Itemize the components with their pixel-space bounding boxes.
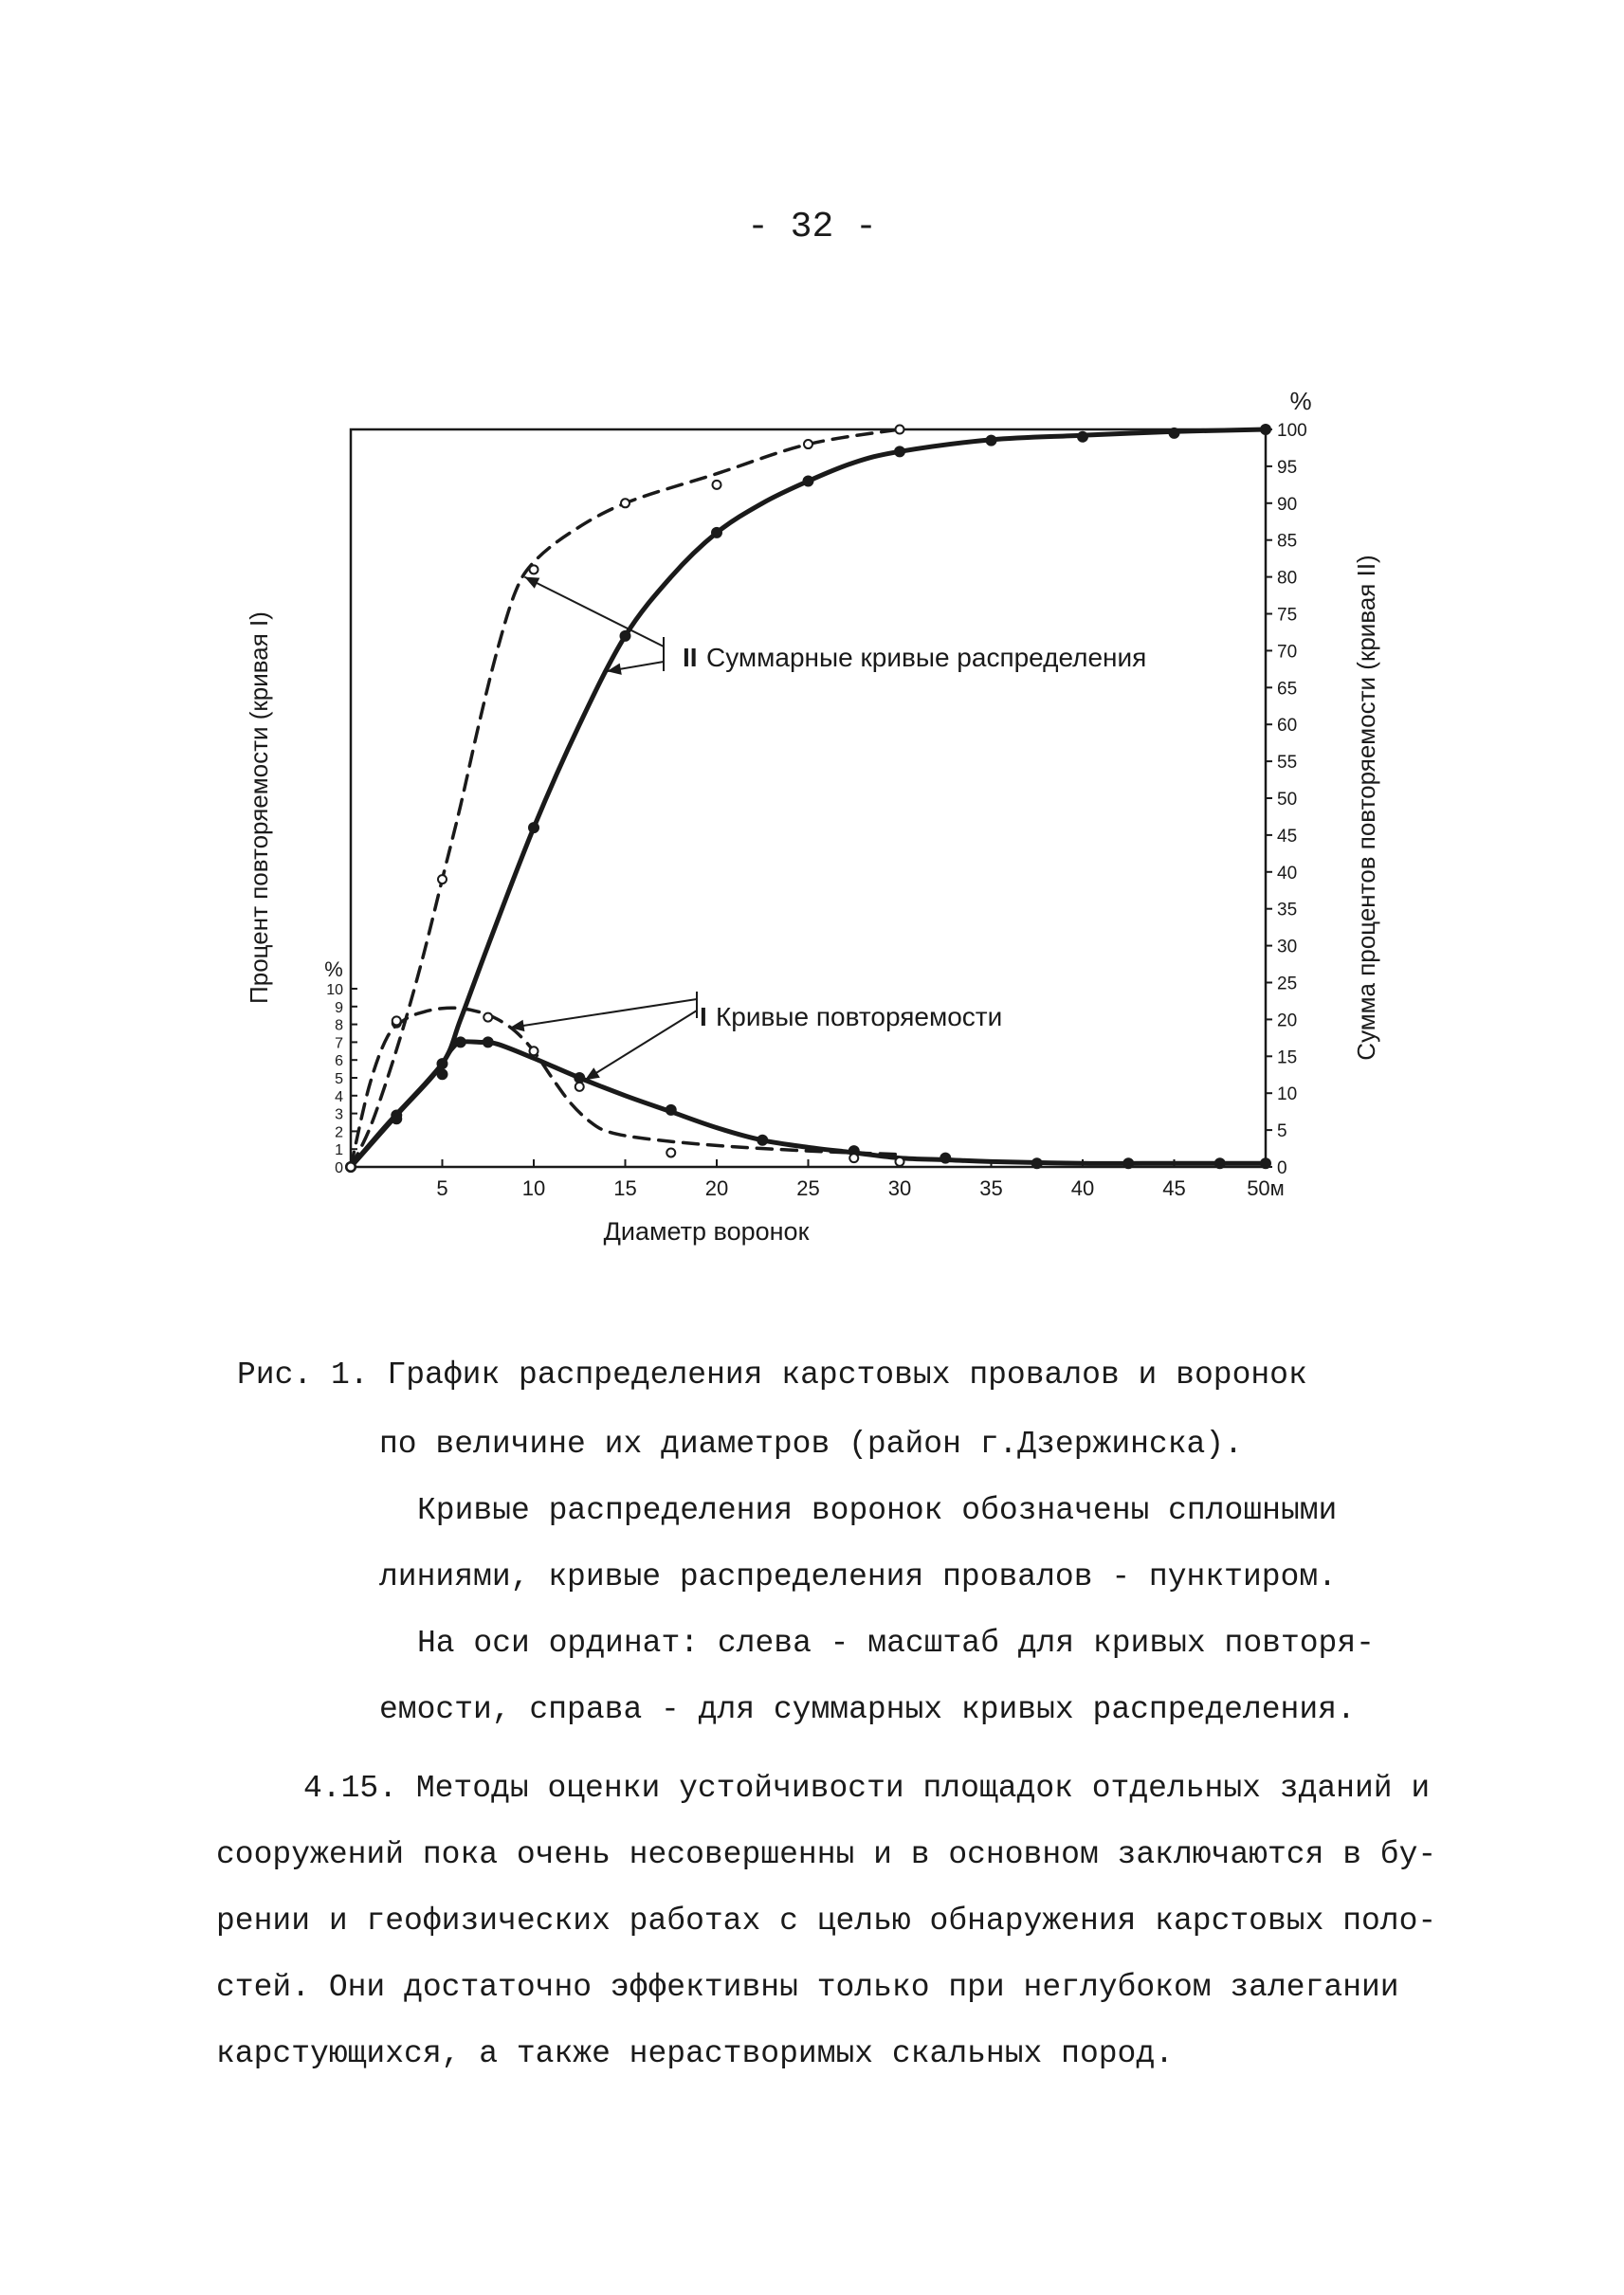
right-tick-label: 90 <box>1277 494 1298 515</box>
series-point-3 <box>484 1013 492 1022</box>
left-tick-label: 6 <box>335 1053 343 1070</box>
series-line-2 <box>351 1042 1266 1167</box>
series-point-2 <box>1261 1158 1270 1168</box>
body-line: 4.15. Методы оценки устойчивости площадок отдельных зданий и <box>303 1771 1431 1806</box>
caption-line: Рис. 1. График распределения карстовых провалов и воронок <box>237 1357 1307 1393</box>
series-point-2 <box>392 1114 401 1123</box>
right-axis-label: Сумма процентов повторяемости (кривая II) <box>1352 555 1380 1061</box>
series-point-3 <box>849 1154 858 1162</box>
left-tick-label: 3 <box>335 1106 343 1123</box>
series-point-0 <box>804 476 813 485</box>
x-tick-label: 40 <box>1070 1176 1095 1200</box>
right-tick-label: 20 <box>1277 1011 1298 1031</box>
body-line: карстующихся, а также нерастворимых скальных пород. <box>216 2036 1174 2071</box>
x-tick-label: 10 <box>521 1176 546 1200</box>
series-point-0 <box>1078 432 1087 442</box>
caption-line: Кривые распределения воронок обозначены сплошными <box>417 1493 1338 1528</box>
x-tick-label: 30 <box>887 1176 912 1200</box>
right-tick-label: 10 <box>1277 1084 1298 1105</box>
right-tick-label: 40 <box>1277 863 1298 883</box>
series-point-0 <box>1170 428 1179 438</box>
annotation-frequency-leader-dashed <box>510 999 697 1028</box>
series-point-1 <box>438 875 447 883</box>
series-layer <box>346 425 1270 1172</box>
series-point-2 <box>575 1073 584 1083</box>
right-tick-label: 95 <box>1277 457 1298 478</box>
x-axis-label: Диаметр воронок <box>603 1217 810 1246</box>
right-tick-label: 55 <box>1277 753 1298 774</box>
right-tick-label: 85 <box>1277 531 1298 552</box>
caption-line: На оси ординат: слева - масштаб для кривых повторя- <box>417 1626 1375 1661</box>
right-tick-label: 5 <box>1277 1121 1287 1142</box>
right-tick-label: 50 <box>1277 790 1298 810</box>
caption-line: по величине их диаметров (район г.Дзержинска). <box>379 1427 1243 1462</box>
left-tick-label: 0 <box>335 1160 343 1176</box>
caption-line: емости, справа - для суммарных кривых распределения. <box>379 1692 1356 1727</box>
series-point-2 <box>666 1105 676 1115</box>
left-axis-ticks <box>326 982 357 1176</box>
annotation-frequency-marker: I <box>700 1002 707 1031</box>
annotation-frequency-leader-solid <box>585 1011 697 1080</box>
series-line-3 <box>351 1008 900 1167</box>
series-point-2 <box>438 1069 447 1079</box>
annotation-cumulative-marker: II <box>683 643 698 672</box>
left-axis-unit: % <box>324 957 343 981</box>
series-point-3 <box>575 1083 584 1091</box>
annotation-frequency-leader-solid-head <box>585 1067 600 1080</box>
right-tick-label: 100 <box>1277 421 1307 441</box>
x-tick-label: 50м <box>1247 1176 1285 1200</box>
series-point-1 <box>713 481 721 489</box>
x-tick-label: 45 <box>1162 1176 1186 1200</box>
series-line-1 <box>351 429 900 1167</box>
series-point-1 <box>896 426 904 434</box>
series-point-0 <box>895 446 904 456</box>
left-tick-label: 9 <box>335 999 343 1016</box>
series-point-3 <box>666 1148 675 1157</box>
right-tick-label: 75 <box>1277 605 1298 626</box>
series-point-3 <box>347 1163 356 1172</box>
left-tick-label: 1 <box>335 1142 343 1159</box>
caption-line: линиями, кривые распределения провалов - пунктиром. <box>379 1559 1337 1594</box>
body-line: сооружений пока очень несовершенны и в основном заключаются в бу- <box>216 1837 1437 1872</box>
right-axis-unit: % <box>1289 387 1312 415</box>
right-tick-label: 0 <box>1277 1158 1287 1178</box>
annotation-cumulative-text: Суммарные кривые распределения <box>706 643 1147 672</box>
series-point-0 <box>712 528 721 537</box>
page-number: - 32 - <box>747 207 877 247</box>
right-tick-label: 70 <box>1277 642 1298 663</box>
x-tick-label: 25 <box>796 1176 820 1200</box>
series-point-2 <box>1215 1158 1225 1168</box>
x-tick-label: 35 <box>979 1176 1003 1200</box>
series-point-3 <box>392 1016 401 1025</box>
x-tick-label: 15 <box>613 1176 637 1200</box>
left-tick-label: 4 <box>335 1088 343 1105</box>
left-tick-label: 8 <box>335 1017 343 1034</box>
series-point-2 <box>484 1037 493 1047</box>
annotation-frequency-text: Кривые повторяемости <box>716 1002 1003 1031</box>
series-line-0 <box>351 429 1266 1167</box>
series-point-3 <box>896 1157 904 1166</box>
series-point-0 <box>1261 425 1270 434</box>
series-point-1 <box>621 499 630 507</box>
x-tick-label: 20 <box>704 1176 729 1200</box>
right-tick-label: 80 <box>1277 568 1298 589</box>
right-tick-label: 15 <box>1277 1047 1298 1068</box>
x-tick-label: 5 <box>436 1176 448 1200</box>
series-point-2 <box>456 1037 465 1047</box>
left-tick-label: 10 <box>326 982 343 998</box>
series-point-2 <box>940 1154 950 1163</box>
right-tick-label: 35 <box>1277 900 1298 920</box>
series-point-0 <box>987 436 996 446</box>
right-tick-label: 45 <box>1277 826 1298 847</box>
series-point-1 <box>804 440 812 448</box>
right-axis-ticks <box>1266 421 1307 1178</box>
series-point-3 <box>530 1047 538 1055</box>
right-tick-label: 30 <box>1277 937 1298 957</box>
left-tick-label: 2 <box>335 1124 343 1141</box>
series-point-0 <box>529 823 538 832</box>
plot-frame <box>351 429 1266 1167</box>
body-line: рении и геофизических работах с целью обнаружения карстовых поло- <box>216 1903 1437 1939</box>
series-point-2 <box>757 1136 767 1145</box>
body-line: стей. Они достаточно эффективны только при неглубоком залегании <box>216 1970 1399 2005</box>
series-point-2 <box>1032 1158 1042 1168</box>
series-point-0 <box>621 631 630 641</box>
left-tick-label: 7 <box>335 1035 343 1052</box>
right-tick-label: 60 <box>1277 716 1298 737</box>
left-tick-label: 5 <box>335 1071 343 1087</box>
left-axis-label: Процент повторяемости (кривая I) <box>245 611 273 1004</box>
series-point-2 <box>1123 1158 1133 1168</box>
series-point-1 <box>530 565 538 574</box>
right-tick-label: 25 <box>1277 974 1298 994</box>
right-tick-label: 65 <box>1277 679 1298 700</box>
